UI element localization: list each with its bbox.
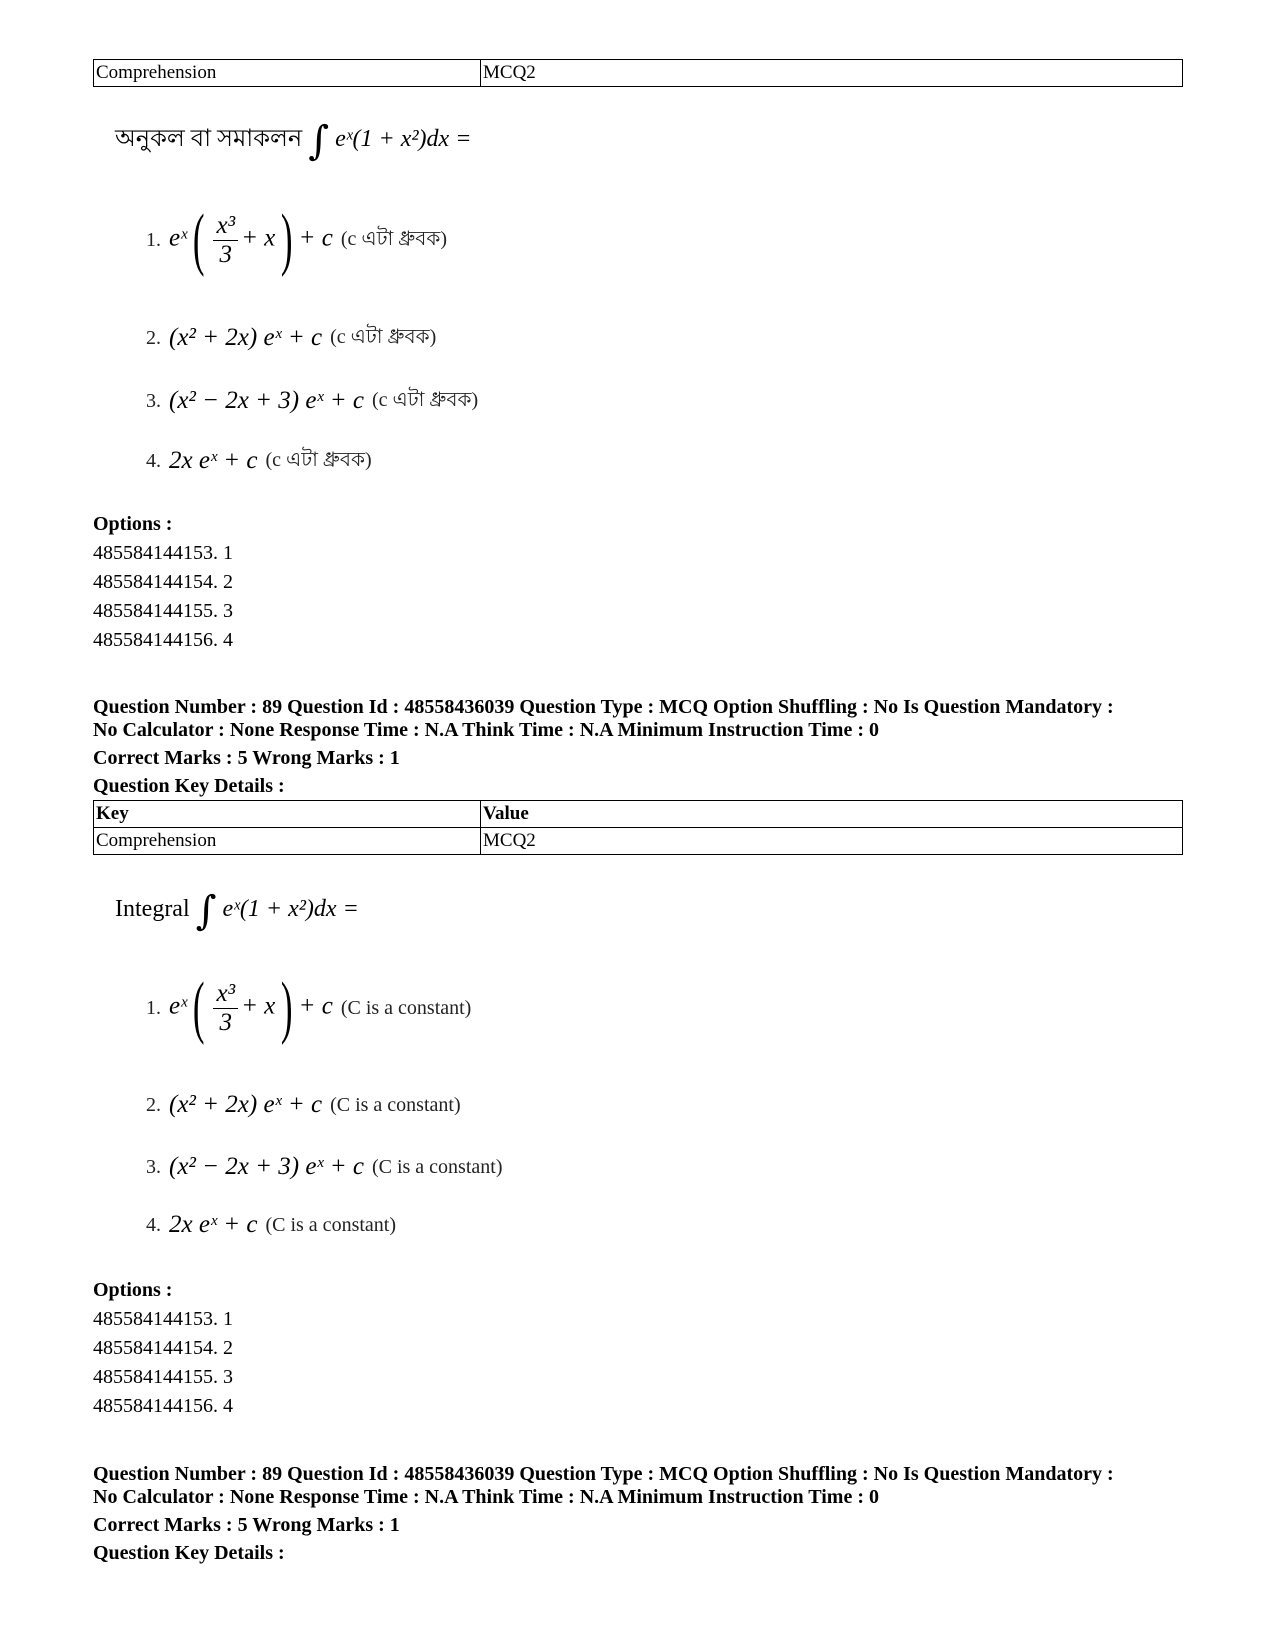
english-option-3: [146, 1137, 502, 1197]
marks-line: Correct Marks : 5 Wrong Marks : 1: [93, 747, 400, 769]
table-cell-key: Comprehension: [94, 828, 481, 855]
option-number: 2.: [146, 1093, 161, 1116]
meta-line-1: Question Number : 89 Question Id : 48558436039 Question Type : MCQ Option Shuffling : No Is Question Mandatory :: [93, 696, 1114, 718]
bengali-option-2: [146, 308, 436, 368]
option-note: (C is a constant): [371, 1155, 503, 1178]
option-note: (C is a constant): [330, 1093, 461, 1116]
bengali-option-4: [146, 431, 372, 491]
option-note: (c এটা ধ্রুবক): [265, 448, 372, 471]
table-header-row: [94, 801, 1183, 828]
stem-expression: eˣ(1 + x²)dx =: [222, 896, 359, 922]
list-item: 485584144156. 4: [93, 1395, 233, 1417]
question-stem-english: [115, 888, 675, 934]
option-expression: 2x eˣ + c: [169, 447, 258, 474]
marks-line: Correct Marks : 5 Wrong Marks : 1: [93, 1514, 400, 1536]
option-expression: eˣ( $\frac{\text{x³}}{3}$ + x) + c: [169, 201, 333, 278]
option-number: 4.: [146, 1213, 161, 1236]
stem-expression: eˣ(1 + x²)dx =: [335, 126, 472, 152]
options-list-2: [93, 1276, 233, 1421]
options-title: Options :: [93, 1279, 173, 1301]
option-expression: (x² − 2x + 3) eˣ + c: [169, 1153, 364, 1180]
integral-sign-icon: ∫: [195, 888, 217, 934]
key-value-table-top: [93, 59, 1183, 87]
list-item: 485584144155. 3: [93, 600, 233, 622]
option-note: (C is a constant): [265, 1213, 396, 1236]
option-expression: (x² + 2x) eˣ + c: [169, 324, 323, 351]
table-cell-value: MCQ2: [481, 60, 1183, 87]
list-item: 485584144155. 3: [93, 1366, 233, 1388]
list-item: 485584144154. 2: [93, 1337, 233, 1359]
english-option-1: [146, 969, 472, 1046]
option-note: (c এটা ধ্রুবক): [371, 388, 479, 411]
option-number: 1.: [146, 228, 161, 251]
meta-line-2: No Calculator : None Response Time : N.A Think Time : N.A Minimum Instruction Time : 0: [93, 719, 879, 741]
key-details-heading: Question Key Details :: [93, 775, 285, 797]
stem-label: Integral: [115, 896, 190, 922]
key-value-table: [93, 800, 1183, 855]
question-meta-2: [93, 1463, 1193, 1565]
table-row: [94, 828, 1183, 855]
english-option-2: [146, 1075, 461, 1135]
options-title: Options :: [93, 513, 173, 535]
option-number: 3.: [146, 389, 161, 412]
bengali-option-1: [146, 201, 448, 278]
table-cell-key: Comprehension: [94, 60, 481, 87]
option-note: (C is a constant): [340, 996, 472, 1019]
list-item: 485584144153. 1: [93, 542, 233, 564]
english-option-4: [146, 1195, 396, 1255]
option-expression: (x² − 2x + 3) eˣ + c: [169, 387, 364, 414]
option-expression: (x² + 2x) eˣ + c: [169, 1091, 323, 1118]
key-details-heading: Question Key Details :: [93, 1542, 285, 1564]
table-header-value: Value: [481, 801, 1183, 828]
list-item: 485584144153. 1: [93, 1308, 233, 1330]
table-header-key: Key: [94, 801, 481, 828]
integral-sign-icon: ∫: [308, 118, 330, 164]
option-expression: 2x eˣ + c: [169, 1211, 258, 1238]
options-list-1: [93, 510, 233, 655]
question-meta-1: [93, 696, 1193, 798]
table-cell-value: MCQ2: [481, 828, 1183, 855]
stem-label: অনুকল বা সমাকলন: [115, 126, 303, 152]
option-number: 4.: [146, 449, 161, 472]
table-row: [94, 60, 1183, 87]
option-number: 2.: [146, 326, 161, 349]
option-note: (c এটা ধ্রুবক): [330, 325, 437, 348]
list-item: 485584144154. 2: [93, 571, 233, 593]
meta-line-1: Question Number : 89 Question Id : 48558436039 Question Type : MCQ Option Shuffling : No Is Question Mandatory :: [93, 1463, 1114, 1485]
option-note: (c এটা ধ্রুবক): [340, 227, 448, 250]
option-number: 3.: [146, 1155, 161, 1178]
bengali-option-3: [146, 371, 478, 431]
meta-line-2: No Calculator : None Response Time : N.A Think Time : N.A Minimum Instruction Time : 0: [93, 1486, 879, 1508]
question-stem-bengali: [115, 118, 675, 164]
list-item: 485584144156. 4: [93, 629, 233, 651]
option-expression: eˣ( $\frac{\text{x³}}{3}$ + x) + c: [169, 969, 333, 1046]
option-number: 1.: [146, 996, 161, 1019]
